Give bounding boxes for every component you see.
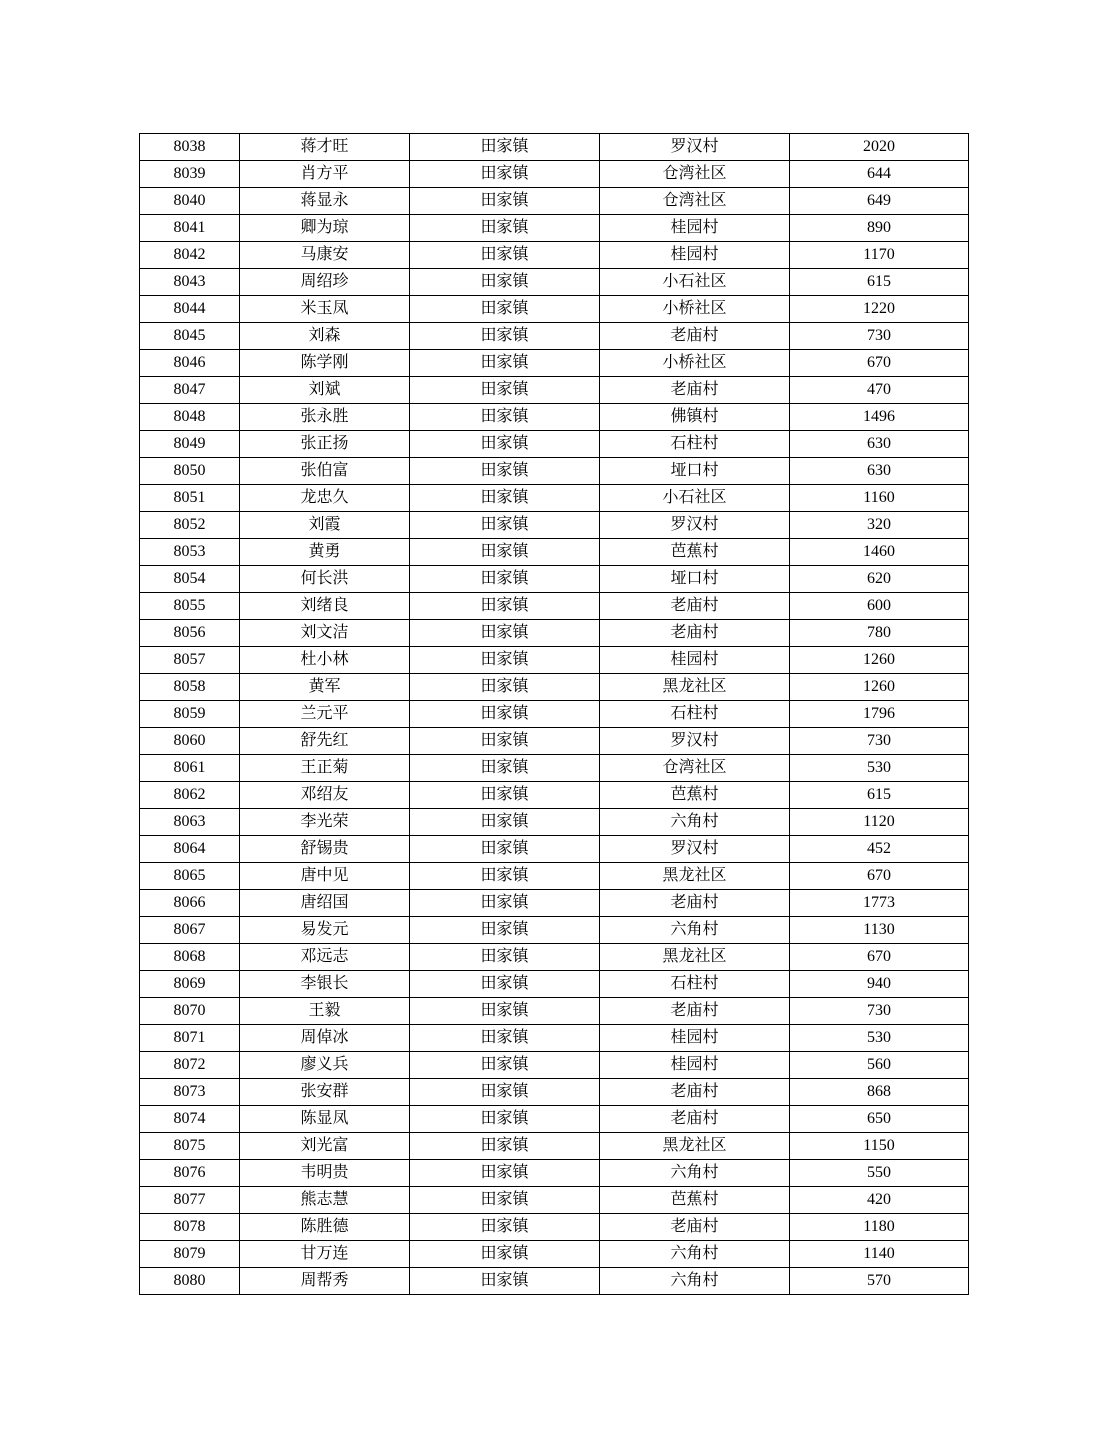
cell-village: 老庙村 bbox=[600, 1106, 790, 1133]
cell-name: 熊志慧 bbox=[240, 1187, 410, 1214]
cell-name: 王毅 bbox=[240, 998, 410, 1025]
cell-serial_number: 8050 bbox=[140, 458, 240, 485]
cell-name: 张永胜 bbox=[240, 404, 410, 431]
table-row bbox=[140, 944, 969, 971]
cell-serial_number: 8056 bbox=[140, 620, 240, 647]
table-row bbox=[140, 350, 969, 377]
table-row bbox=[140, 890, 969, 917]
cell-village: 小桥社区 bbox=[600, 296, 790, 323]
cell-serial_number: 8076 bbox=[140, 1160, 240, 1187]
cell-village: 仓湾社区 bbox=[600, 161, 790, 188]
table-row bbox=[140, 782, 969, 809]
cell-name: 卿为琼 bbox=[240, 215, 410, 242]
cell-name: 刘森 bbox=[240, 323, 410, 350]
cell-town: 田家镇 bbox=[410, 458, 600, 485]
table-row bbox=[140, 701, 969, 728]
cell-serial_number: 8073 bbox=[140, 1079, 240, 1106]
cell-town: 田家镇 bbox=[410, 971, 600, 998]
cell-village: 石柱村 bbox=[600, 701, 790, 728]
cell-town: 田家镇 bbox=[410, 863, 600, 890]
cell-village: 芭蕉村 bbox=[600, 539, 790, 566]
table-row bbox=[140, 728, 969, 755]
cell-village: 老庙村 bbox=[600, 998, 790, 1025]
cell-name: 黄军 bbox=[240, 674, 410, 701]
cell-amount: 1180 bbox=[790, 1214, 969, 1241]
cell-name: 李银长 bbox=[240, 971, 410, 998]
table-row bbox=[140, 836, 969, 863]
cell-town: 田家镇 bbox=[410, 701, 600, 728]
beneficiary-table bbox=[139, 133, 969, 1295]
cell-amount: 470 bbox=[790, 377, 969, 404]
cell-town: 田家镇 bbox=[410, 485, 600, 512]
table-row bbox=[140, 539, 969, 566]
cell-amount: 620 bbox=[790, 566, 969, 593]
cell-serial_number: 8048 bbox=[140, 404, 240, 431]
cell-name: 唐中见 bbox=[240, 863, 410, 890]
cell-village: 仓湾社区 bbox=[600, 755, 790, 782]
cell-town: 田家镇 bbox=[410, 1268, 600, 1295]
cell-amount: 452 bbox=[790, 836, 969, 863]
cell-serial_number: 8041 bbox=[140, 215, 240, 242]
cell-amount: 1160 bbox=[790, 485, 969, 512]
cell-village: 老庙村 bbox=[600, 890, 790, 917]
cell-village: 黑龙社区 bbox=[600, 674, 790, 701]
cell-amount: 2020 bbox=[790, 134, 969, 161]
cell-name: 张正扬 bbox=[240, 431, 410, 458]
cell-name: 陈学刚 bbox=[240, 350, 410, 377]
cell-serial_number: 8078 bbox=[140, 1214, 240, 1241]
cell-amount: 320 bbox=[790, 512, 969, 539]
cell-village: 桂园村 bbox=[600, 647, 790, 674]
table-row bbox=[140, 1187, 969, 1214]
cell-amount: 670 bbox=[790, 863, 969, 890]
cell-town: 田家镇 bbox=[410, 1214, 600, 1241]
cell-village: 小石社区 bbox=[600, 269, 790, 296]
cell-name: 王正菊 bbox=[240, 755, 410, 782]
cell-amount: 1170 bbox=[790, 242, 969, 269]
table-row bbox=[140, 134, 969, 161]
table-row bbox=[140, 242, 969, 269]
table-row bbox=[140, 1025, 969, 1052]
cell-village: 罗汉村 bbox=[600, 512, 790, 539]
cell-serial_number: 8077 bbox=[140, 1187, 240, 1214]
cell-serial_number: 8054 bbox=[140, 566, 240, 593]
cell-town: 田家镇 bbox=[410, 1133, 600, 1160]
table-body bbox=[140, 134, 969, 1295]
cell-village: 六角村 bbox=[600, 809, 790, 836]
cell-town: 田家镇 bbox=[410, 431, 600, 458]
cell-town: 田家镇 bbox=[410, 917, 600, 944]
cell-village: 黑龙社区 bbox=[600, 1133, 790, 1160]
cell-serial_number: 8068 bbox=[140, 944, 240, 971]
cell-amount: 1496 bbox=[790, 404, 969, 431]
cell-serial_number: 8042 bbox=[140, 242, 240, 269]
cell-serial_number: 8059 bbox=[140, 701, 240, 728]
cell-serial_number: 8061 bbox=[140, 755, 240, 782]
cell-name: 杜小林 bbox=[240, 647, 410, 674]
cell-serial_number: 8052 bbox=[140, 512, 240, 539]
table-row bbox=[140, 269, 969, 296]
cell-amount: 630 bbox=[790, 431, 969, 458]
cell-town: 田家镇 bbox=[410, 890, 600, 917]
table-row bbox=[140, 377, 969, 404]
cell-amount: 550 bbox=[790, 1160, 969, 1187]
cell-amount: 649 bbox=[790, 188, 969, 215]
table-row bbox=[140, 1106, 969, 1133]
table-row bbox=[140, 647, 969, 674]
cell-village: 桂园村 bbox=[600, 1025, 790, 1052]
cell-serial_number: 8066 bbox=[140, 890, 240, 917]
cell-town: 田家镇 bbox=[410, 1052, 600, 1079]
table-row bbox=[140, 620, 969, 647]
cell-serial_number: 8060 bbox=[140, 728, 240, 755]
table-row bbox=[140, 296, 969, 323]
cell-village: 芭蕉村 bbox=[600, 1187, 790, 1214]
table-row bbox=[140, 593, 969, 620]
cell-serial_number: 8047 bbox=[140, 377, 240, 404]
cell-town: 田家镇 bbox=[410, 674, 600, 701]
cell-amount: 530 bbox=[790, 1025, 969, 1052]
cell-village: 石柱村 bbox=[600, 971, 790, 998]
cell-name: 何长洪 bbox=[240, 566, 410, 593]
cell-name: 兰元平 bbox=[240, 701, 410, 728]
cell-village: 桂园村 bbox=[600, 1052, 790, 1079]
cell-amount: 1130 bbox=[790, 917, 969, 944]
cell-amount: 630 bbox=[790, 458, 969, 485]
cell-serial_number: 8051 bbox=[140, 485, 240, 512]
cell-town: 田家镇 bbox=[410, 539, 600, 566]
cell-village: 石柱村 bbox=[600, 431, 790, 458]
table-row bbox=[140, 485, 969, 512]
cell-serial_number: 8039 bbox=[140, 161, 240, 188]
cell-town: 田家镇 bbox=[410, 161, 600, 188]
cell-serial_number: 8074 bbox=[140, 1106, 240, 1133]
table-row bbox=[140, 863, 969, 890]
cell-village: 佛镇村 bbox=[600, 404, 790, 431]
cell-serial_number: 8058 bbox=[140, 674, 240, 701]
cell-name: 刘霞 bbox=[240, 512, 410, 539]
cell-serial_number: 8044 bbox=[140, 296, 240, 323]
table-row bbox=[140, 1241, 969, 1268]
cell-amount: 780 bbox=[790, 620, 969, 647]
cell-name: 陈胜德 bbox=[240, 1214, 410, 1241]
cell-town: 田家镇 bbox=[410, 755, 600, 782]
cell-serial_number: 8046 bbox=[140, 350, 240, 377]
cell-amount: 1773 bbox=[790, 890, 969, 917]
cell-village: 六角村 bbox=[600, 917, 790, 944]
cell-town: 田家镇 bbox=[410, 944, 600, 971]
table-row bbox=[140, 512, 969, 539]
cell-name: 周倬冰 bbox=[240, 1025, 410, 1052]
cell-village: 仓湾社区 bbox=[600, 188, 790, 215]
cell-town: 田家镇 bbox=[410, 728, 600, 755]
cell-name: 刘斌 bbox=[240, 377, 410, 404]
table-row bbox=[140, 161, 969, 188]
cell-amount: 615 bbox=[790, 269, 969, 296]
cell-serial_number: 8079 bbox=[140, 1241, 240, 1268]
cell-amount: 730 bbox=[790, 323, 969, 350]
cell-name: 甘万连 bbox=[240, 1241, 410, 1268]
cell-name: 周帮秀 bbox=[240, 1268, 410, 1295]
cell-serial_number: 8071 bbox=[140, 1025, 240, 1052]
cell-town: 田家镇 bbox=[410, 566, 600, 593]
cell-name: 张伯富 bbox=[240, 458, 410, 485]
cell-town: 田家镇 bbox=[410, 1106, 600, 1133]
cell-amount: 600 bbox=[790, 593, 969, 620]
cell-name: 刘光富 bbox=[240, 1133, 410, 1160]
table-row bbox=[140, 917, 969, 944]
cell-name: 易发元 bbox=[240, 917, 410, 944]
cell-serial_number: 8062 bbox=[140, 782, 240, 809]
cell-name: 周绍珍 bbox=[240, 269, 410, 296]
cell-amount: 420 bbox=[790, 1187, 969, 1214]
cell-village: 六角村 bbox=[600, 1160, 790, 1187]
cell-name: 张安群 bbox=[240, 1079, 410, 1106]
cell-serial_number: 8057 bbox=[140, 647, 240, 674]
cell-name: 刘文洁 bbox=[240, 620, 410, 647]
cell-amount: 670 bbox=[790, 350, 969, 377]
cell-amount: 1260 bbox=[790, 674, 969, 701]
cell-village: 老庙村 bbox=[600, 1214, 790, 1241]
cell-village: 老庙村 bbox=[600, 377, 790, 404]
cell-town: 田家镇 bbox=[410, 350, 600, 377]
cell-village: 垭口村 bbox=[600, 566, 790, 593]
table-row bbox=[140, 566, 969, 593]
cell-name: 李光荣 bbox=[240, 809, 410, 836]
cell-amount: 1460 bbox=[790, 539, 969, 566]
table-row bbox=[140, 458, 969, 485]
cell-town: 田家镇 bbox=[410, 620, 600, 647]
cell-serial_number: 8055 bbox=[140, 593, 240, 620]
table-row bbox=[140, 1133, 969, 1160]
cell-amount: 615 bbox=[790, 782, 969, 809]
cell-name: 陈显凤 bbox=[240, 1106, 410, 1133]
cell-name: 舒先红 bbox=[240, 728, 410, 755]
cell-town: 田家镇 bbox=[410, 1025, 600, 1052]
cell-serial_number: 8067 bbox=[140, 917, 240, 944]
cell-name: 唐绍国 bbox=[240, 890, 410, 917]
cell-serial_number: 8069 bbox=[140, 971, 240, 998]
cell-village: 桂园村 bbox=[600, 242, 790, 269]
cell-village: 六角村 bbox=[600, 1241, 790, 1268]
cell-serial_number: 8049 bbox=[140, 431, 240, 458]
cell-name: 蒋显永 bbox=[240, 188, 410, 215]
cell-amount: 868 bbox=[790, 1079, 969, 1106]
cell-serial_number: 8045 bbox=[140, 323, 240, 350]
cell-serial_number: 8065 bbox=[140, 863, 240, 890]
cell-village: 老庙村 bbox=[600, 593, 790, 620]
cell-name: 米玉凤 bbox=[240, 296, 410, 323]
cell-village: 六角村 bbox=[600, 1268, 790, 1295]
table-row bbox=[140, 809, 969, 836]
cell-amount: 650 bbox=[790, 1106, 969, 1133]
cell-serial_number: 8038 bbox=[140, 134, 240, 161]
cell-amount: 670 bbox=[790, 944, 969, 971]
table-row bbox=[140, 1268, 969, 1295]
table-row bbox=[140, 1160, 969, 1187]
cell-amount: 730 bbox=[790, 998, 969, 1025]
cell-village: 小桥社区 bbox=[600, 350, 790, 377]
cell-serial_number: 8072 bbox=[140, 1052, 240, 1079]
cell-amount: 560 bbox=[790, 1052, 969, 1079]
cell-name: 马康安 bbox=[240, 242, 410, 269]
cell-town: 田家镇 bbox=[410, 593, 600, 620]
cell-village: 老庙村 bbox=[600, 1079, 790, 1106]
table-row bbox=[140, 971, 969, 998]
cell-serial_number: 8075 bbox=[140, 1133, 240, 1160]
cell-town: 田家镇 bbox=[410, 1079, 600, 1106]
cell-name: 邓远志 bbox=[240, 944, 410, 971]
table-row bbox=[140, 215, 969, 242]
cell-name: 韦明贵 bbox=[240, 1160, 410, 1187]
cell-town: 田家镇 bbox=[410, 1160, 600, 1187]
cell-serial_number: 8080 bbox=[140, 1268, 240, 1295]
cell-amount: 1150 bbox=[790, 1133, 969, 1160]
table-row bbox=[140, 323, 969, 350]
cell-town: 田家镇 bbox=[410, 404, 600, 431]
cell-amount: 570 bbox=[790, 1268, 969, 1295]
cell-village: 桂园村 bbox=[600, 215, 790, 242]
table-row bbox=[140, 404, 969, 431]
table-row bbox=[140, 431, 969, 458]
cell-name: 龙忠久 bbox=[240, 485, 410, 512]
cell-name: 肖方平 bbox=[240, 161, 410, 188]
cell-town: 田家镇 bbox=[410, 377, 600, 404]
cell-town: 田家镇 bbox=[410, 836, 600, 863]
cell-town: 田家镇 bbox=[410, 296, 600, 323]
cell-village: 罗汉村 bbox=[600, 728, 790, 755]
cell-serial_number: 8043 bbox=[140, 269, 240, 296]
table-row bbox=[140, 188, 969, 215]
cell-name: 黄勇 bbox=[240, 539, 410, 566]
cell-town: 田家镇 bbox=[410, 1241, 600, 1268]
cell-name: 邓绍友 bbox=[240, 782, 410, 809]
cell-amount: 1120 bbox=[790, 809, 969, 836]
table-row bbox=[140, 1052, 969, 1079]
table-row bbox=[140, 998, 969, 1025]
cell-town: 田家镇 bbox=[410, 134, 600, 161]
cell-village: 老庙村 bbox=[600, 323, 790, 350]
cell-town: 田家镇 bbox=[410, 188, 600, 215]
cell-village: 黑龙社区 bbox=[600, 863, 790, 890]
cell-serial_number: 8040 bbox=[140, 188, 240, 215]
cell-village: 罗汉村 bbox=[600, 836, 790, 863]
cell-serial_number: 8063 bbox=[140, 809, 240, 836]
cell-town: 田家镇 bbox=[410, 809, 600, 836]
cell-town: 田家镇 bbox=[410, 782, 600, 809]
cell-town: 田家镇 bbox=[410, 1187, 600, 1214]
cell-town: 田家镇 bbox=[410, 215, 600, 242]
cell-village: 垭口村 bbox=[600, 458, 790, 485]
cell-serial_number: 8070 bbox=[140, 998, 240, 1025]
cell-amount: 644 bbox=[790, 161, 969, 188]
cell-village: 罗汉村 bbox=[600, 134, 790, 161]
cell-name: 刘绪良 bbox=[240, 593, 410, 620]
table-row bbox=[140, 1079, 969, 1106]
cell-village: 老庙村 bbox=[600, 620, 790, 647]
cell-name: 蒋才旺 bbox=[240, 134, 410, 161]
cell-town: 田家镇 bbox=[410, 269, 600, 296]
cell-amount: 1796 bbox=[790, 701, 969, 728]
cell-name: 舒锡贵 bbox=[240, 836, 410, 863]
cell-amount: 1140 bbox=[790, 1241, 969, 1268]
table-row bbox=[140, 674, 969, 701]
cell-amount: 1260 bbox=[790, 647, 969, 674]
cell-village: 黑龙社区 bbox=[600, 944, 790, 971]
cell-amount: 940 bbox=[790, 971, 969, 998]
cell-town: 田家镇 bbox=[410, 242, 600, 269]
cell-village: 芭蕉村 bbox=[600, 782, 790, 809]
cell-amount: 730 bbox=[790, 728, 969, 755]
cell-amount: 530 bbox=[790, 755, 969, 782]
table-row bbox=[140, 1214, 969, 1241]
cell-serial_number: 8053 bbox=[140, 539, 240, 566]
cell-town: 田家镇 bbox=[410, 323, 600, 350]
cell-name: 廖义兵 bbox=[240, 1052, 410, 1079]
cell-town: 田家镇 bbox=[410, 512, 600, 539]
cell-serial_number: 8064 bbox=[140, 836, 240, 863]
cell-town: 田家镇 bbox=[410, 647, 600, 674]
cell-amount: 1220 bbox=[790, 296, 969, 323]
table-row bbox=[140, 755, 969, 782]
cell-town: 田家镇 bbox=[410, 998, 600, 1025]
cell-amount: 890 bbox=[790, 215, 969, 242]
cell-village: 小石社区 bbox=[600, 485, 790, 512]
